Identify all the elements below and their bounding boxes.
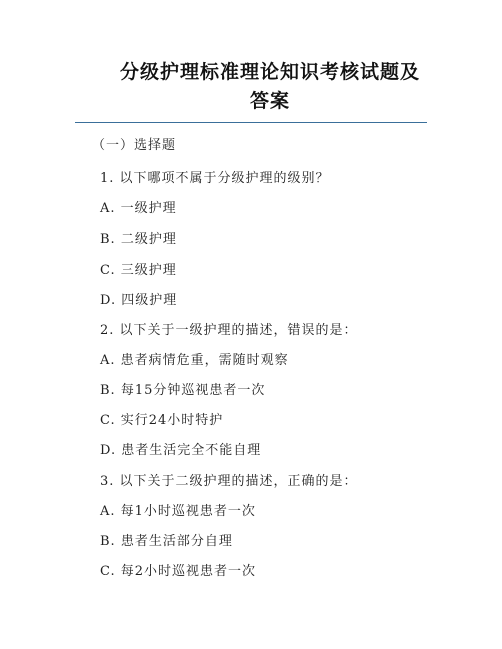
question-2-option-a: A. 患者病情危重，需随时观察 xyxy=(100,353,289,368)
question-3-option-a: A. 每1小时巡视患者一次 xyxy=(100,504,256,519)
title-line-1: 分级护理标准理论知识考核试题及 xyxy=(119,61,420,83)
question-2-option-c: C. 实行24小时特护 xyxy=(100,413,224,428)
question-1-option-b: B. 二级护理 xyxy=(100,232,177,247)
question-2: 2. 以下关于一级护理的描述，错误的是： xyxy=(100,323,358,338)
question-3-option-c: C. 每2小时巡视患者一次 xyxy=(100,564,257,579)
question-1-option-d: D. 四级护理 xyxy=(100,293,178,308)
section-heading: （一）选择题 xyxy=(92,138,177,153)
question-1: 1. 以下哪项不属于分级护理的级别？ xyxy=(100,171,330,186)
question-3-option-b: B. 患者生活部分自理 xyxy=(100,534,233,549)
question-3: 3. 以下关于二级护理的描述，正确的是： xyxy=(100,474,358,489)
question-2-option-b: B. 每15分钟巡视患者一次 xyxy=(100,383,266,398)
title-divider xyxy=(75,122,427,123)
question-1-option-a: A. 一级护理 xyxy=(100,201,177,216)
question-2-option-d: D. 患者生活完全不能自理 xyxy=(100,443,262,458)
question-1-option-c: C. 三级护理 xyxy=(100,263,177,278)
title-line-2: 答案 xyxy=(249,90,290,112)
document-title xyxy=(60,58,480,116)
